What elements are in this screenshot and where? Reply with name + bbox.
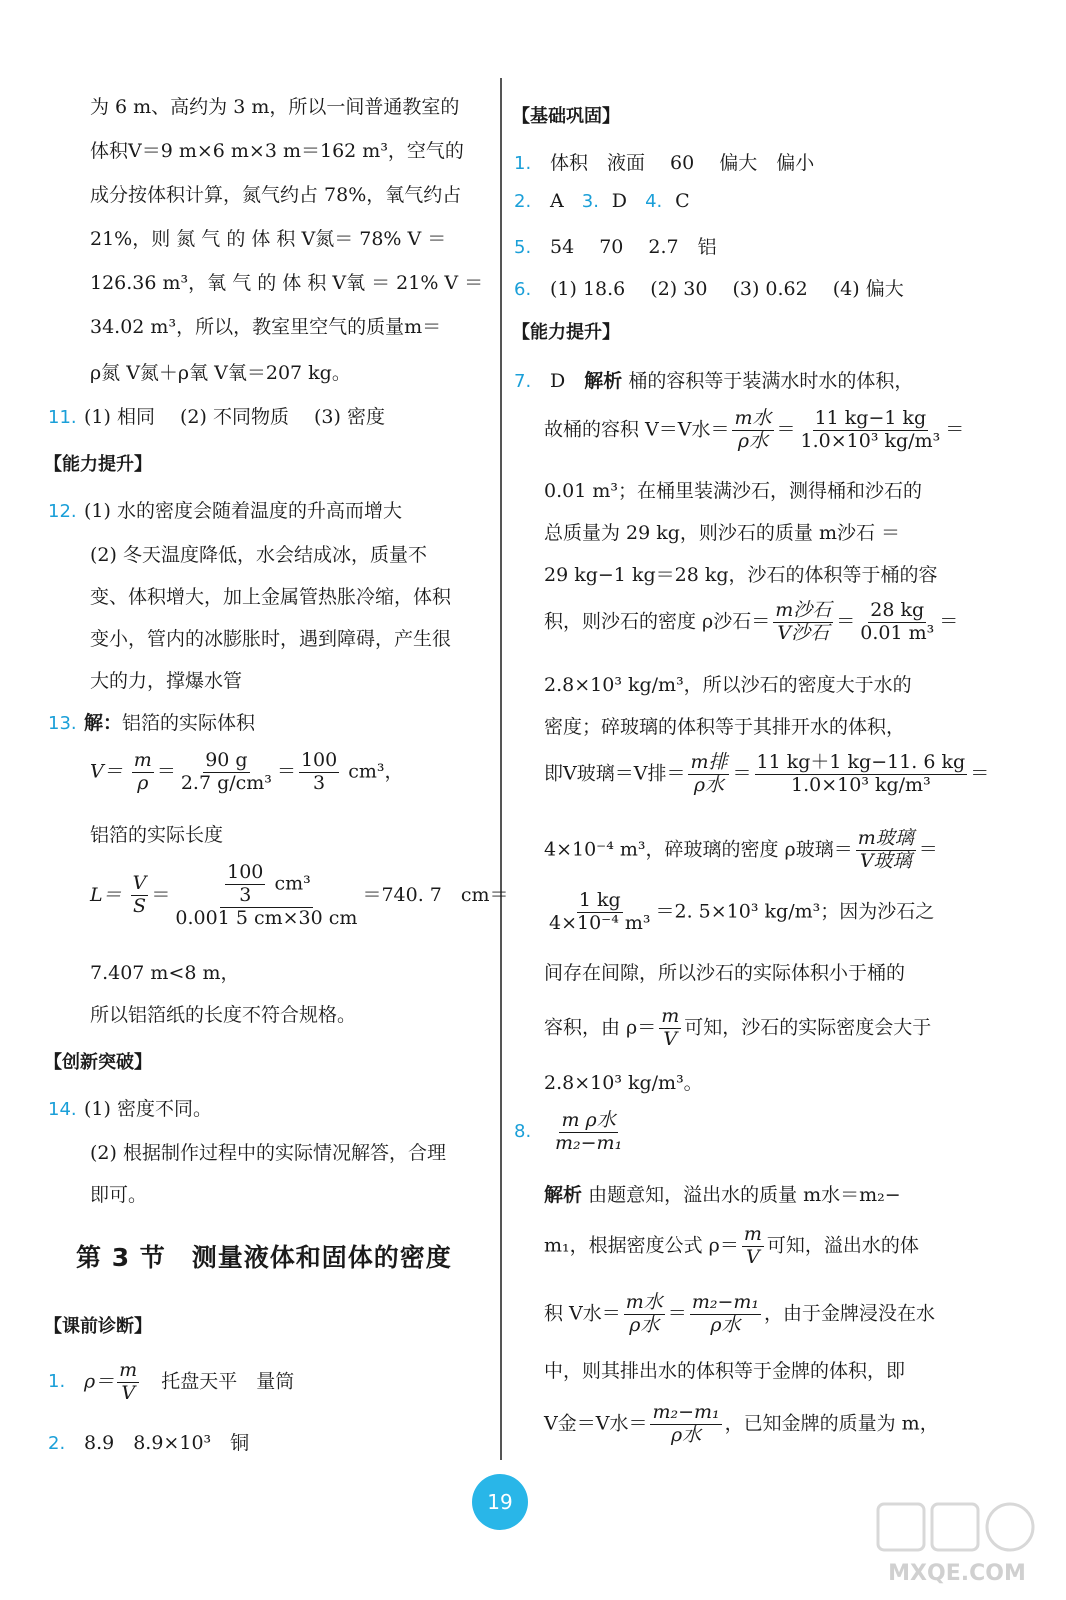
formula-line: [544, 1402, 939, 1447]
formula-text: 故桶的容积 V＝V水＝: [544, 418, 730, 441]
denominator: V沙石: [777, 621, 830, 644]
question-8: [514, 1110, 627, 1155]
fraction: [553, 1110, 624, 1155]
text-line: 为 6 m、高约为 3 m，所以一间普通教室的: [90, 96, 460, 118]
fraction: [688, 752, 729, 797]
text-line: (2) 根据制作过程中的实际情况解答，合理: [90, 1142, 446, 1164]
text-line: 34.02 m³，所以，教室里空气的质量m＝: [90, 316, 442, 338]
text-line: 成分按体积计算，氮气约占 78%，氧气约占: [90, 184, 462, 206]
fraction: [299, 750, 339, 795]
denominator: ρ: [137, 771, 149, 794]
question-number: 5.: [514, 237, 532, 258]
formula-text: 即V玻璃＝V排＝: [544, 762, 686, 785]
section-heading-kqzd: 【课前诊断】: [44, 1316, 152, 1337]
section-title: 第 3 节 测量液体和固体的密度: [76, 1243, 452, 1272]
question-14: [48, 1094, 212, 1121]
numerator: m玻璃: [857, 827, 914, 849]
question-number: 13.: [48, 713, 77, 734]
text-line: ρ氮 V氮＋ρ氧 V氧＝207 kg。: [90, 362, 351, 384]
answer-text: 托盘天平 量筒: [161, 1370, 295, 1393]
text-line: 2.8×10³ kg/m³。: [544, 1072, 703, 1094]
answer-text: D: [611, 190, 628, 212]
diagnosis-2: [48, 1428, 249, 1455]
solution-label: 解：: [84, 712, 123, 734]
answer-text: 桶的容积等于装满水时水的体积，: [628, 370, 914, 392]
fraction: [732, 408, 773, 453]
question-number: 12.: [48, 501, 77, 522]
section-heading-nengli: 【能力提升】: [44, 454, 152, 475]
formula-text: 积 V水＝: [544, 1302, 621, 1325]
formula-line: 4×10⁻⁴ m³，碎玻璃的密度 ρ玻璃＝ $\frac{\text{m玻璃}}{\text{V玻璃}}$ ＝: [544, 827, 938, 872]
formula-text: 可知，沙石的实际密度会大于: [684, 1016, 932, 1039]
numerator: m: [661, 1005, 680, 1027]
text-line: 2.8×10³ kg/m³，所以沙石的密度大于水的: [544, 674, 912, 696]
text-line: 变小，管内的冰膨胀时，遇到障碍，产生很: [90, 628, 452, 650]
question-7: [514, 366, 913, 393]
denominator: S: [133, 895, 147, 918]
denominator: ρ水: [693, 773, 725, 796]
numerator: m排: [690, 751, 728, 773]
question-number: 2.: [48, 1433, 66, 1454]
fraction: [624, 1292, 665, 1337]
text-line: 126.36 m³，氧 气 的 体 积 V氧 ＝ 21% V ＝: [90, 272, 484, 294]
fraction: [858, 600, 936, 645]
formula-text: ρ＝: [84, 1370, 115, 1393]
formula-text: 可知，溢出水的体: [766, 1234, 919, 1257]
numerator: m₂−m₁: [652, 1401, 720, 1423]
text-line: 29 kg−1 kg＝28 kg，沙石的体积等于桶的容: [544, 564, 938, 586]
text-line: (2) 冬天温度降低，水会结成冰，质量不: [90, 544, 427, 566]
question-number: 6.: [514, 279, 532, 300]
formula-text: V＝: [90, 760, 123, 783]
numerator: 28 kg: [870, 599, 925, 621]
section-heading-chuangxin: 【创新突破】: [44, 1052, 152, 1073]
basic-5: [514, 232, 717, 259]
numerator: 100: [227, 861, 264, 883]
numerator: V: [132, 872, 147, 895]
question-number: 4.: [645, 191, 663, 212]
text-line: 变、体积增大，加上金属管热胀冷缩，体积: [90, 586, 452, 608]
section-heading-nengli-right: 【能力提升】: [512, 322, 620, 343]
answer-text: (1) 相同 (2) 不同物质 (3) 密度: [84, 406, 385, 428]
formula-text: ＝2. 5×10³ kg/m³；因为沙石之: [655, 900, 935, 923]
formula-line: [544, 1224, 919, 1269]
column-divider: [500, 78, 502, 1460]
formula-line: 积，则沙石的密度 ρ沙石＝ $\frac{\text{m沙石}}{\text{V沙石}}$ ＝ $\frac{28 kg}{\text{0.01 m³}}$ ＝: [544, 599, 959, 644]
section-heading-jichu: 【基础巩固】: [512, 106, 620, 127]
denominator: ρ水: [670, 1423, 702, 1446]
fraction: [799, 408, 943, 453]
analysis-line: [544, 1180, 901, 1207]
text-line: 体积V＝9 m×6 m×3 m＝162 m³，空气的: [90, 140, 464, 162]
denominator: ρ水: [629, 1313, 660, 1336]
fraction: [690, 1292, 761, 1337]
fraction: [650, 1402, 721, 1447]
answer-text: A: [550, 190, 564, 212]
fraction: [131, 873, 149, 918]
numerator: m₂−m₁: [691, 1291, 759, 1313]
fraction: [179, 750, 274, 795]
text-line: 间存在间隙，所以沙石的实际体积小于桶的: [544, 962, 906, 984]
question-number: 2.: [514, 191, 532, 212]
denominator: V: [745, 1245, 760, 1268]
analysis-label: 解析: [584, 370, 623, 392]
basic-6: [514, 274, 904, 301]
formula-text: cm³，: [348, 760, 404, 783]
answer-text: D: [550, 370, 566, 392]
answer-text: 由题意知，溢出水的质量 m水＝m₂−: [588, 1184, 901, 1206]
fraction: [755, 752, 968, 797]
fraction: [659, 1006, 681, 1051]
watermark-logo: [872, 1500, 1042, 1590]
numerator: 11 kg＋1 kg−11. 6 kg: [756, 751, 966, 773]
numerator: m沙石: [775, 599, 832, 621]
text-line: 密度；碎玻璃的体积等于其排开水的体积，: [544, 716, 906, 738]
denominator: 0.01 m³: [860, 621, 935, 644]
fraction: [742, 1224, 764, 1269]
text-line: 7.407 m<8 m，: [90, 962, 240, 984]
question-12: [48, 496, 402, 523]
fraction: [547, 890, 653, 935]
numerator: 90 g: [205, 749, 248, 771]
numerator: m水: [734, 407, 772, 429]
formula-text: ＝740. 7 cm＝: [362, 883, 509, 906]
basic-2-4: [514, 190, 690, 212]
formula-length: L＝ $\frac{V}{S}$ ＝ $\frac{100}{3}$ cm³ 0.001 5 cm×30 cm ＝740. 7 cm＝: [90, 861, 509, 929]
basic-1: [514, 148, 814, 175]
formula-text: L＝: [90, 883, 122, 906]
denominator: m₂−m₁: [555, 1131, 623, 1154]
answer-text: (1) 密度不同。: [84, 1098, 212, 1120]
question-number: 7.: [514, 371, 532, 392]
denominator: V: [663, 1027, 678, 1050]
answer-text: (1) 水的密度会随着温度的升高而增大: [84, 500, 402, 522]
analysis-label: 解析: [544, 1184, 583, 1206]
page-number-badge: 19: [472, 1474, 528, 1530]
text-line: 21%，则 氮 气 的 体 积 V氮＝ 78% V ＝: [90, 228, 447, 250]
formula-line: 积 V水＝ $\frac{\text{m水}}{\text{ρ水}}$ ＝ $\frac{\text{m₂−m₁}}{\text{ρ水}}$ ，由于金牌浸没在水: [544, 1291, 936, 1336]
answer-text: (1) 18.6 (2) 30 (3) 0.62 (4) 偏大: [550, 278, 904, 300]
question-11: [48, 402, 385, 429]
answer-text: 8.9 8.9×10³ 铜: [84, 1432, 250, 1454]
formula-line: [544, 1006, 931, 1051]
text-line: 所以铝箔纸的长度不符合规格。: [90, 1004, 357, 1026]
text-line: 中，则其排出水的体积等于金牌的体积，即: [544, 1360, 906, 1382]
answer-text: 铝箔的实际体积: [122, 712, 256, 734]
formula-line: 故桶的容积 V＝V水＝ $\frac{\text{m水}}{\text{ρ水}}$ ＝ $\frac{11 kg-1 kg}{\text{1.0×10³ kg/m³}}$ ＝: [544, 407, 965, 452]
numerator: m: [743, 1223, 762, 1245]
text-line: 即可。: [90, 1184, 148, 1206]
denominator: V玻璃: [859, 849, 912, 872]
formula-text: cm³: [274, 872, 311, 895]
question-number: 1.: [48, 1371, 66, 1393]
denominator: 4×10⁻⁴ m³: [549, 911, 651, 934]
numerator: m: [119, 1359, 138, 1381]
denominator: ρ水: [710, 1313, 741, 1336]
numerator: 11 kg−1 kg: [814, 407, 927, 429]
formula-text: 积，则沙石的密度 ρ沙石＝: [544, 610, 771, 633]
denominator: 1.0×10³ kg/m³: [800, 429, 941, 452]
question-number: 11.: [48, 407, 77, 428]
fraction: [117, 1360, 139, 1405]
formula-line: 即V玻璃＝V排＝ $\frac{\text{m排}}{\text{ρ水}}$ ＝ $\frac{11 kg+1 kg-11. 6 kg}{\text{1.0×10³ kg/m³}}$ ＝: [544, 751, 990, 796]
fraction: [173, 862, 359, 930]
text-line: 总质量为 29 kg，则沙石的质量 m沙石 ＝: [544, 522, 901, 544]
question-number: 3.: [581, 191, 599, 212]
numerator: m水: [625, 1291, 663, 1313]
formula-text: V金＝V水＝: [544, 1412, 648, 1435]
formula-text: 容积，由 ρ＝: [544, 1016, 657, 1039]
fraction: [773, 600, 833, 645]
diagnosis-1: [48, 1360, 294, 1405]
denominator: 3: [313, 771, 326, 794]
question-number: 14.: [48, 1099, 77, 1120]
denominator: V: [121, 1381, 136, 1404]
answer-text: 54 70 2.7 铝: [550, 236, 717, 258]
watermark-text: MXQE.COM: [888, 1561, 1026, 1586]
text-line: 0.01 m³；在桶里装满沙石，测得桶和沙石的: [544, 480, 922, 502]
text-line: 铝箔的实际长度: [90, 824, 224, 846]
formula-line: [544, 890, 934, 935]
formula-text: m₁，根据密度公式 ρ＝: [544, 1234, 739, 1257]
denominator: ρ水: [737, 429, 769, 452]
numerator: [220, 862, 313, 908]
numerator: m: [133, 749, 152, 771]
question-number: 1.: [514, 153, 532, 174]
numerator: 1 kg: [578, 889, 621, 911]
formula-text: 4×10⁻⁴ m³，碎玻璃的密度 ρ玻璃＝: [544, 838, 853, 861]
denominator: 1.0×10³ kg/m³: [791, 773, 931, 796]
text-line: 大的力，撑爆水管: [90, 670, 243, 692]
answer-text: 体积 液面 60 偏大 偏小: [550, 152, 815, 174]
denominator: 2.7 g/cm³: [180, 771, 272, 794]
answer-text: C: [675, 190, 690, 212]
numerator: 100: [300, 749, 338, 771]
question-13: [48, 708, 255, 735]
denominator: 0.001 5 cm×30 cm: [175, 906, 358, 929]
fraction: [856, 828, 916, 873]
formula-text: ，由于金牌浸没在水: [764, 1302, 936, 1325]
numerator: m ρ水: [561, 1109, 616, 1131]
question-number: 8.: [514, 1121, 532, 1143]
denominator: 3: [239, 883, 252, 906]
fraction: [225, 862, 265, 907]
fraction: [132, 750, 154, 795]
formula-volume: V＝ $\frac{m}{\rho}$ ＝ $\frac{90 g}{\text{2.7 g/cm³}}$ ＝ $\frac{100}{3}$ cm³，: [90, 749, 404, 794]
formula-text: ，已知金牌的质量为 m，: [724, 1412, 939, 1435]
